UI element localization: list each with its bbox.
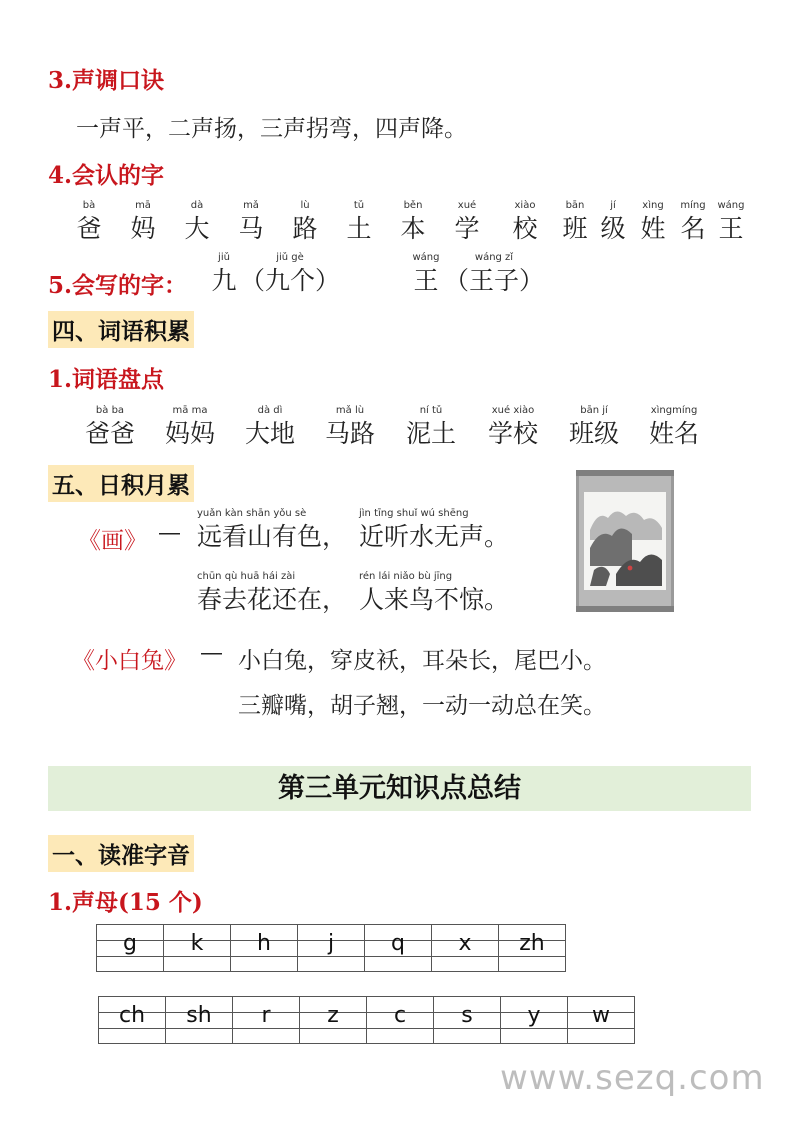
char-cell: xué 学 <box>454 200 480 243</box>
char-cell: jí 级 <box>600 200 626 243</box>
site-watermark: www.sezq.com <box>500 1058 765 1098</box>
section-band-accumulation: 五、日积月累 <box>48 465 194 502</box>
char-cell: wáng 王 <box>412 252 440 295</box>
poem-line: 小白兔，穿皮袄，耳朵长，尾巴小。 <box>238 648 606 674</box>
section-title-initials: 1.声母(15 个) <box>48 889 203 916</box>
initials-grid-row-2 <box>98 996 635 1044</box>
char-cell: míng 名 <box>680 200 706 243</box>
char-cell: wáng 王 <box>717 200 745 243</box>
initials-grid-row-1 <box>96 924 566 972</box>
char-cell: wáng zǐ （王子） <box>444 252 545 295</box>
initial-cell: w <box>568 997 635 1044</box>
poem-line: chūn qù huā hái zài 春去花还在， <box>197 571 348 614</box>
initial-cell: z <box>300 997 367 1044</box>
section-band-words: 四、词语积累 <box>48 311 194 348</box>
word-cell: xìngmíng 姓名 <box>648 405 699 448</box>
word-cell: xué xiào 学校 <box>487 405 538 448</box>
section-title-write-chars: 5.会写的字： <box>48 272 188 299</box>
char-cell: xiào 校 <box>512 200 538 243</box>
initial-cell: r <box>233 997 300 1044</box>
section-title-word-list: 1.词语盘点 <box>48 366 165 393</box>
word-cell: dà dì 大地 <box>244 405 295 448</box>
initial-cell: g <box>97 925 164 972</box>
section-title-tone-rhyme: 3.声调口诀 <box>48 67 165 94</box>
char-cell: jiǔ gè （九个） <box>240 252 341 295</box>
initial-cell: sh <box>166 997 233 1044</box>
word-list-row <box>70 404 714 450</box>
char-cell: běn 本 <box>400 200 426 243</box>
initial-cell: zh <box>499 925 566 972</box>
initial-cell: h <box>231 925 298 972</box>
unit-title-banner: 第三单元知识点总结 <box>48 766 751 811</box>
landscape-painting-image <box>576 470 674 612</box>
char-cell: jiǔ 九 <box>211 252 237 295</box>
poem-line: jìn tīng shuǐ wú shēng 近听水无声。 <box>359 508 510 551</box>
poem-line: yuǎn kàn shān yǒu sè 远看山有色， <box>197 508 348 551</box>
word-cell: mǎ lù 马路 <box>324 405 375 448</box>
initial-cell: x <box>432 925 499 972</box>
write-chars-group-2 <box>408 251 544 297</box>
poem-line: rén lái niǎo bù jīng 人来鸟不惊。 <box>359 571 510 614</box>
word-cell: mā ma 妈妈 <box>164 405 215 448</box>
recognize-chars-row <box>62 199 750 245</box>
write-chars-group-1 <box>208 251 340 297</box>
initial-cell: s <box>434 997 501 1044</box>
char-cell: dà 大 <box>184 200 210 243</box>
word-cell: bān jí 班级 <box>568 405 619 448</box>
initial-cell: c <box>367 997 434 1044</box>
word-cell: ní tǔ 泥土 <box>405 405 456 448</box>
char-cell: mǎ 马 <box>238 200 264 243</box>
char-cell: xìng 姓 <box>640 200 666 243</box>
initial-cell: q <box>365 925 432 972</box>
initial-cell: ch <box>99 997 166 1044</box>
section-band-pronunciation: 一、读准字音 <box>48 835 194 872</box>
landscape-scroll-painting <box>576 470 674 612</box>
poem-dash: — <box>200 640 223 666</box>
char-cell: mā 妈 <box>130 200 156 243</box>
char-cell: lù 路 <box>292 200 318 243</box>
section-title-recognize-chars: 4.会认的字 <box>48 162 165 189</box>
tone-rhyme-text: 一声平，二声扬，三声拐弯，四声降。 <box>76 116 467 142</box>
initial-cell: y <box>501 997 568 1044</box>
poem-dash: — <box>158 520 181 546</box>
poem-title-little-white-rabbit: 《小白兔》 <box>72 648 187 674</box>
char-cell: bān 班 <box>562 200 588 243</box>
word-cell: bà ba 爸爸 <box>84 405 135 448</box>
initial-cell: k <box>164 925 231 972</box>
poem-line: 三瓣嘴，胡子翘，一动一动总在笑。 <box>238 693 606 719</box>
initial-cell: j <box>298 925 365 972</box>
poem-title-hua: 《画》 <box>78 528 147 554</box>
char-cell: bà 爸 <box>76 200 102 243</box>
char-cell: tǔ 土 <box>346 200 372 243</box>
